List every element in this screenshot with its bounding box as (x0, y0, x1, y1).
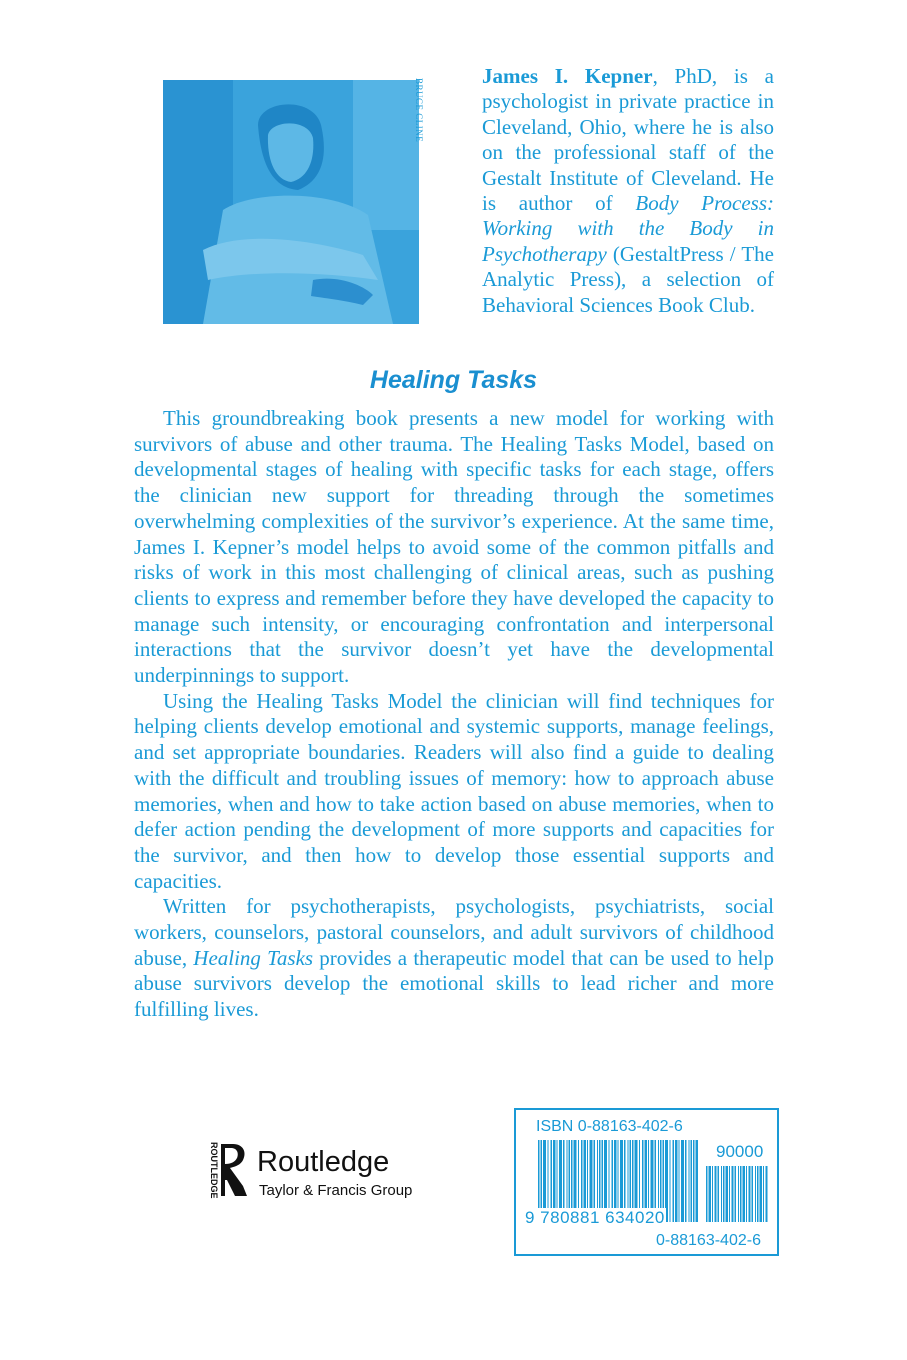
book-description (134, 406, 774, 1023)
barcode-bar (763, 1166, 764, 1222)
barcode-bar (691, 1140, 693, 1222)
barcode-bar (743, 1166, 746, 1222)
barcode-bar (693, 1140, 695, 1222)
barcode-bar (766, 1166, 768, 1222)
author-name: James I. Kepner (482, 64, 653, 88)
barcode-bar (740, 1166, 742, 1222)
logo-text: ROUTLEDGE (209, 1142, 219, 1199)
barcode-bar (726, 1166, 729, 1222)
barcode-bar (746, 1166, 747, 1222)
barcode-bar (673, 1140, 675, 1222)
bio-text-1: , PhD, is a psychologist in private practice in Cleveland, Ohio, where he is also on the professional staff of the Gestalt Institute of Cleveland. He is author of (482, 64, 774, 216)
barcode-bar (670, 1140, 671, 1222)
isbn-bottom: 0-88163-402-6 (656, 1232, 761, 1249)
barcode-bar (752, 1166, 754, 1222)
barcode-bar (749, 1166, 751, 1222)
addon-number: 90000 (716, 1142, 764, 1161)
publisher-name: Routledge (257, 1146, 390, 1178)
ean-number: 9 780881 634020 (525, 1208, 665, 1227)
barcode-bar (679, 1140, 680, 1222)
bio-text-2: (GestaltPress / The Analytic Press), a selection of Behavioral Sciences Book Club. (482, 241, 774, 317)
book-title: Healing Tasks (369, 366, 538, 394)
barcode-box (514, 1108, 779, 1256)
description-paragraph-1: This groundbreaking book presents a new model for working with survivors of abuse and other trauma. The Healing Tasks Model, based on developmental stages of healing with specific tasks for each stage, offers the clinician new support for threading through the sometimes overwhelming complexities of the survivor’s experience. At the same time, James I. Kepner’s model helps to avoid some of the common pitfalls and risks of work in this most challenging of clinical areas, such as pushing clients to express and remember before they have developed the capacity to manage such intensity, or encouraging confrontation and interpersonal interactions that the survivor doesn’t yet have the developmental underpinnings to support. (134, 406, 774, 688)
paragraph-3-end: provides a therapeutic model that can be used to help abuse survivors develop the emotional skills to lead richer and more fulfilling lives. (134, 945, 774, 1022)
bio-book-title: Body Process: Working with the Body in Psychotherapy (482, 191, 774, 266)
barcode-bar (681, 1140, 684, 1222)
barcode-bar (735, 1166, 737, 1222)
photo-credit: BRUCE CLINE (414, 78, 424, 143)
author-bio (482, 64, 774, 318)
barcode-bar (712, 1166, 713, 1222)
barcode-bar (757, 1166, 759, 1222)
barcode-bar (696, 1140, 699, 1222)
barcode-bar (718, 1166, 720, 1222)
barcode-bar (760, 1166, 763, 1222)
author-photo (163, 80, 419, 324)
addon-barcode (706, 1166, 768, 1222)
barcode-bar (721, 1166, 722, 1222)
barcode-bar (738, 1166, 739, 1222)
paragraph-3-start: Written for psychotherapists, psychologists, psychiatrists, social workers, counselors, pastoral counselors, and adult survivors of childhood abuse, (134, 894, 774, 970)
barcode-bar (729, 1166, 730, 1222)
description-paragraph-2: Using the Healing Tasks Model the clinician will find techniques for helping clients develop emotional and systemic supports, manage feelings, and set appropriate boundaries. Readers will also find a guide to dealing with the difficult and troubling issues of memory: how to approach abuse memories, when and how to take action based on abuse memories, when to defer action pending the development of more supports and capacities for the survivor, and then how to develop those essential supports and capacities. (134, 688, 774, 893)
publisher-block (203, 1140, 443, 1210)
isbn-top: ISBN 0-88163-402-6 (536, 1118, 683, 1135)
publisher-group: Taylor & Francis Group (259, 1182, 413, 1199)
barcode-bar (709, 1166, 712, 1222)
barcode-bar (689, 1140, 690, 1222)
barcode-bar (755, 1166, 756, 1222)
barcode-bar (685, 1140, 687, 1222)
barcode-bar (732, 1166, 734, 1222)
description-paragraph-3 (134, 894, 774, 1023)
barcode-bar (715, 1166, 717, 1222)
barcode-bar (723, 1166, 725, 1222)
routledge-logo-icon (203, 1140, 249, 1204)
barcode-bar (706, 1166, 708, 1222)
paragraph-3-title: Healing Tasks (193, 945, 314, 970)
barcode-bar (675, 1140, 678, 1222)
